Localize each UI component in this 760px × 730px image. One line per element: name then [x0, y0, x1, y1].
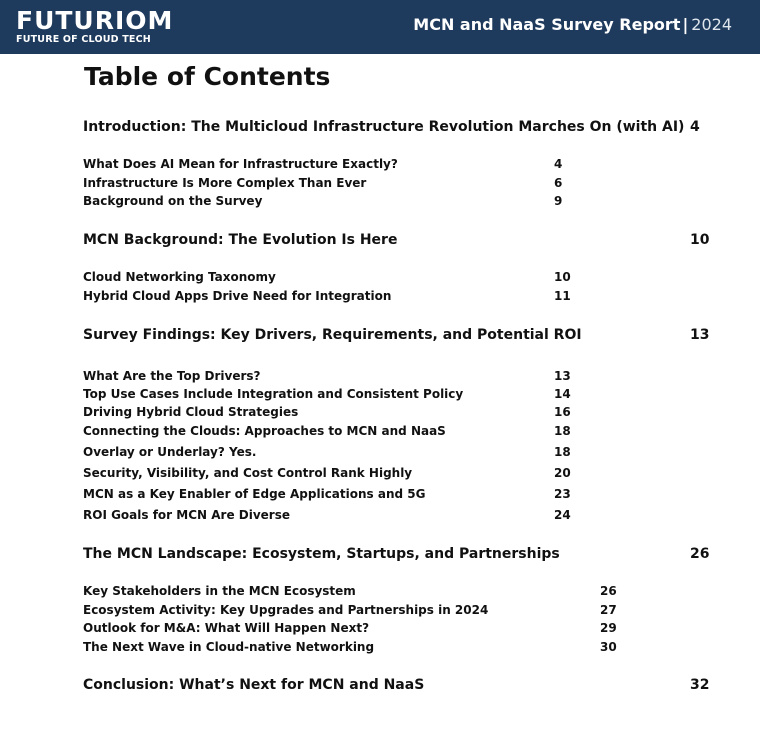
toc-item-title[interactable]: The Next Wave in Cloud-native Networking: [83, 640, 375, 654]
toc-section-title[interactable]: Conclusion: What’s Next for MCN and NaaS: [83, 677, 425, 693]
toc-item-title[interactable]: Top Use Cases Include Integration and Consistent Policy: [83, 387, 464, 401]
toc-item-title[interactable]: Driving Hybrid Cloud Strategies: [83, 405, 299, 419]
toc-item-page: 29: [600, 621, 617, 635]
toc-item-title[interactable]: ROI Goals for MCN Are Diverse: [83, 508, 290, 522]
toc-item-title[interactable]: Cloud Networking Taxonomy: [83, 270, 276, 284]
report-title-text: MCN and NaaS Survey Report: [413, 15, 681, 34]
brand-tagline: FUTURE OF CLOUD TECH: [16, 34, 151, 45]
toc-item-title[interactable]: Hybrid Cloud Apps Drive Need for Integration: [83, 289, 392, 303]
toc-item-page: 4: [554, 157, 563, 171]
toc-section-title[interactable]: MCN Background: The Evolution Is Here: [83, 232, 398, 248]
brand-logo: FUTURIOM: [16, 6, 174, 35]
toc-item-page: 10: [554, 270, 571, 284]
toc-item-page: 23: [554, 487, 571, 501]
toc-item-title[interactable]: Connecting the Clouds: Approaches to MCN and NaaS: [83, 424, 446, 438]
toc-item-title[interactable]: Key Stakeholders in the MCN Ecosystem: [83, 584, 356, 598]
title-separator: |: [682, 15, 689, 34]
toc-section-page: 4: [690, 119, 700, 135]
toc-section-page: 32: [690, 677, 710, 693]
toc-item-page: 18: [554, 424, 571, 438]
toc-item-page: 20: [554, 466, 571, 480]
toc-item-title[interactable]: What Does AI Mean for Infrastructure Exactly?: [83, 157, 398, 171]
toc-item-page: 13: [554, 369, 571, 383]
toc-item-title[interactable]: Ecosystem Activity: Key Upgrades and Partnerships in 2024: [83, 603, 489, 617]
toc-item-page: 24: [554, 508, 571, 522]
toc-item-page: 18: [554, 445, 571, 459]
toc-item-title[interactable]: MCN as a Key Enabler of Edge Applications and 5G: [83, 487, 426, 501]
toc-item-page: 6: [554, 176, 563, 190]
toc-item-page: 26: [600, 584, 617, 598]
toc-section-page: 10: [690, 232, 710, 248]
toc-item-page: 30: [600, 640, 617, 654]
toc-item-page: 11: [554, 289, 571, 303]
toc-item-page: 16: [554, 405, 571, 419]
toc-item-title[interactable]: What Are the Top Drivers?: [83, 369, 261, 383]
toc-section-title[interactable]: The MCN Landscape: Ecosystem, Startups, and Partnerships: [83, 546, 560, 562]
toc-item-title[interactable]: Overlay or Underlay? Yes.: [83, 445, 257, 459]
toc-item-title[interactable]: Background on the Survey: [83, 194, 263, 208]
toc-item-page: 14: [554, 387, 571, 401]
toc-heading: Table of Contents: [84, 62, 331, 91]
toc-section-page: 26: [690, 546, 710, 562]
toc-item-title[interactable]: Security, Visibility, and Cost Control Rank Highly: [83, 466, 413, 480]
toc-section-title[interactable]: Introduction: The Multicloud Infrastructure Revolution Marches On (with AI): [83, 119, 685, 135]
report-title: [413, 16, 732, 34]
toc-section-title[interactable]: Survey Findings: Key Drivers, Requirements, and Potential ROI: [83, 327, 582, 343]
toc-item-page: 9: [554, 194, 563, 208]
toc-item-page: 27: [600, 603, 617, 617]
toc-section-page: 13: [690, 327, 710, 343]
report-header: [0, 0, 760, 54]
report-year: 2024: [691, 15, 732, 34]
toc-item-title[interactable]: Infrastructure Is More Complex Than Ever: [83, 176, 367, 190]
toc-item-title[interactable]: Outlook for M&A: What Will Happen Next?: [83, 621, 370, 635]
